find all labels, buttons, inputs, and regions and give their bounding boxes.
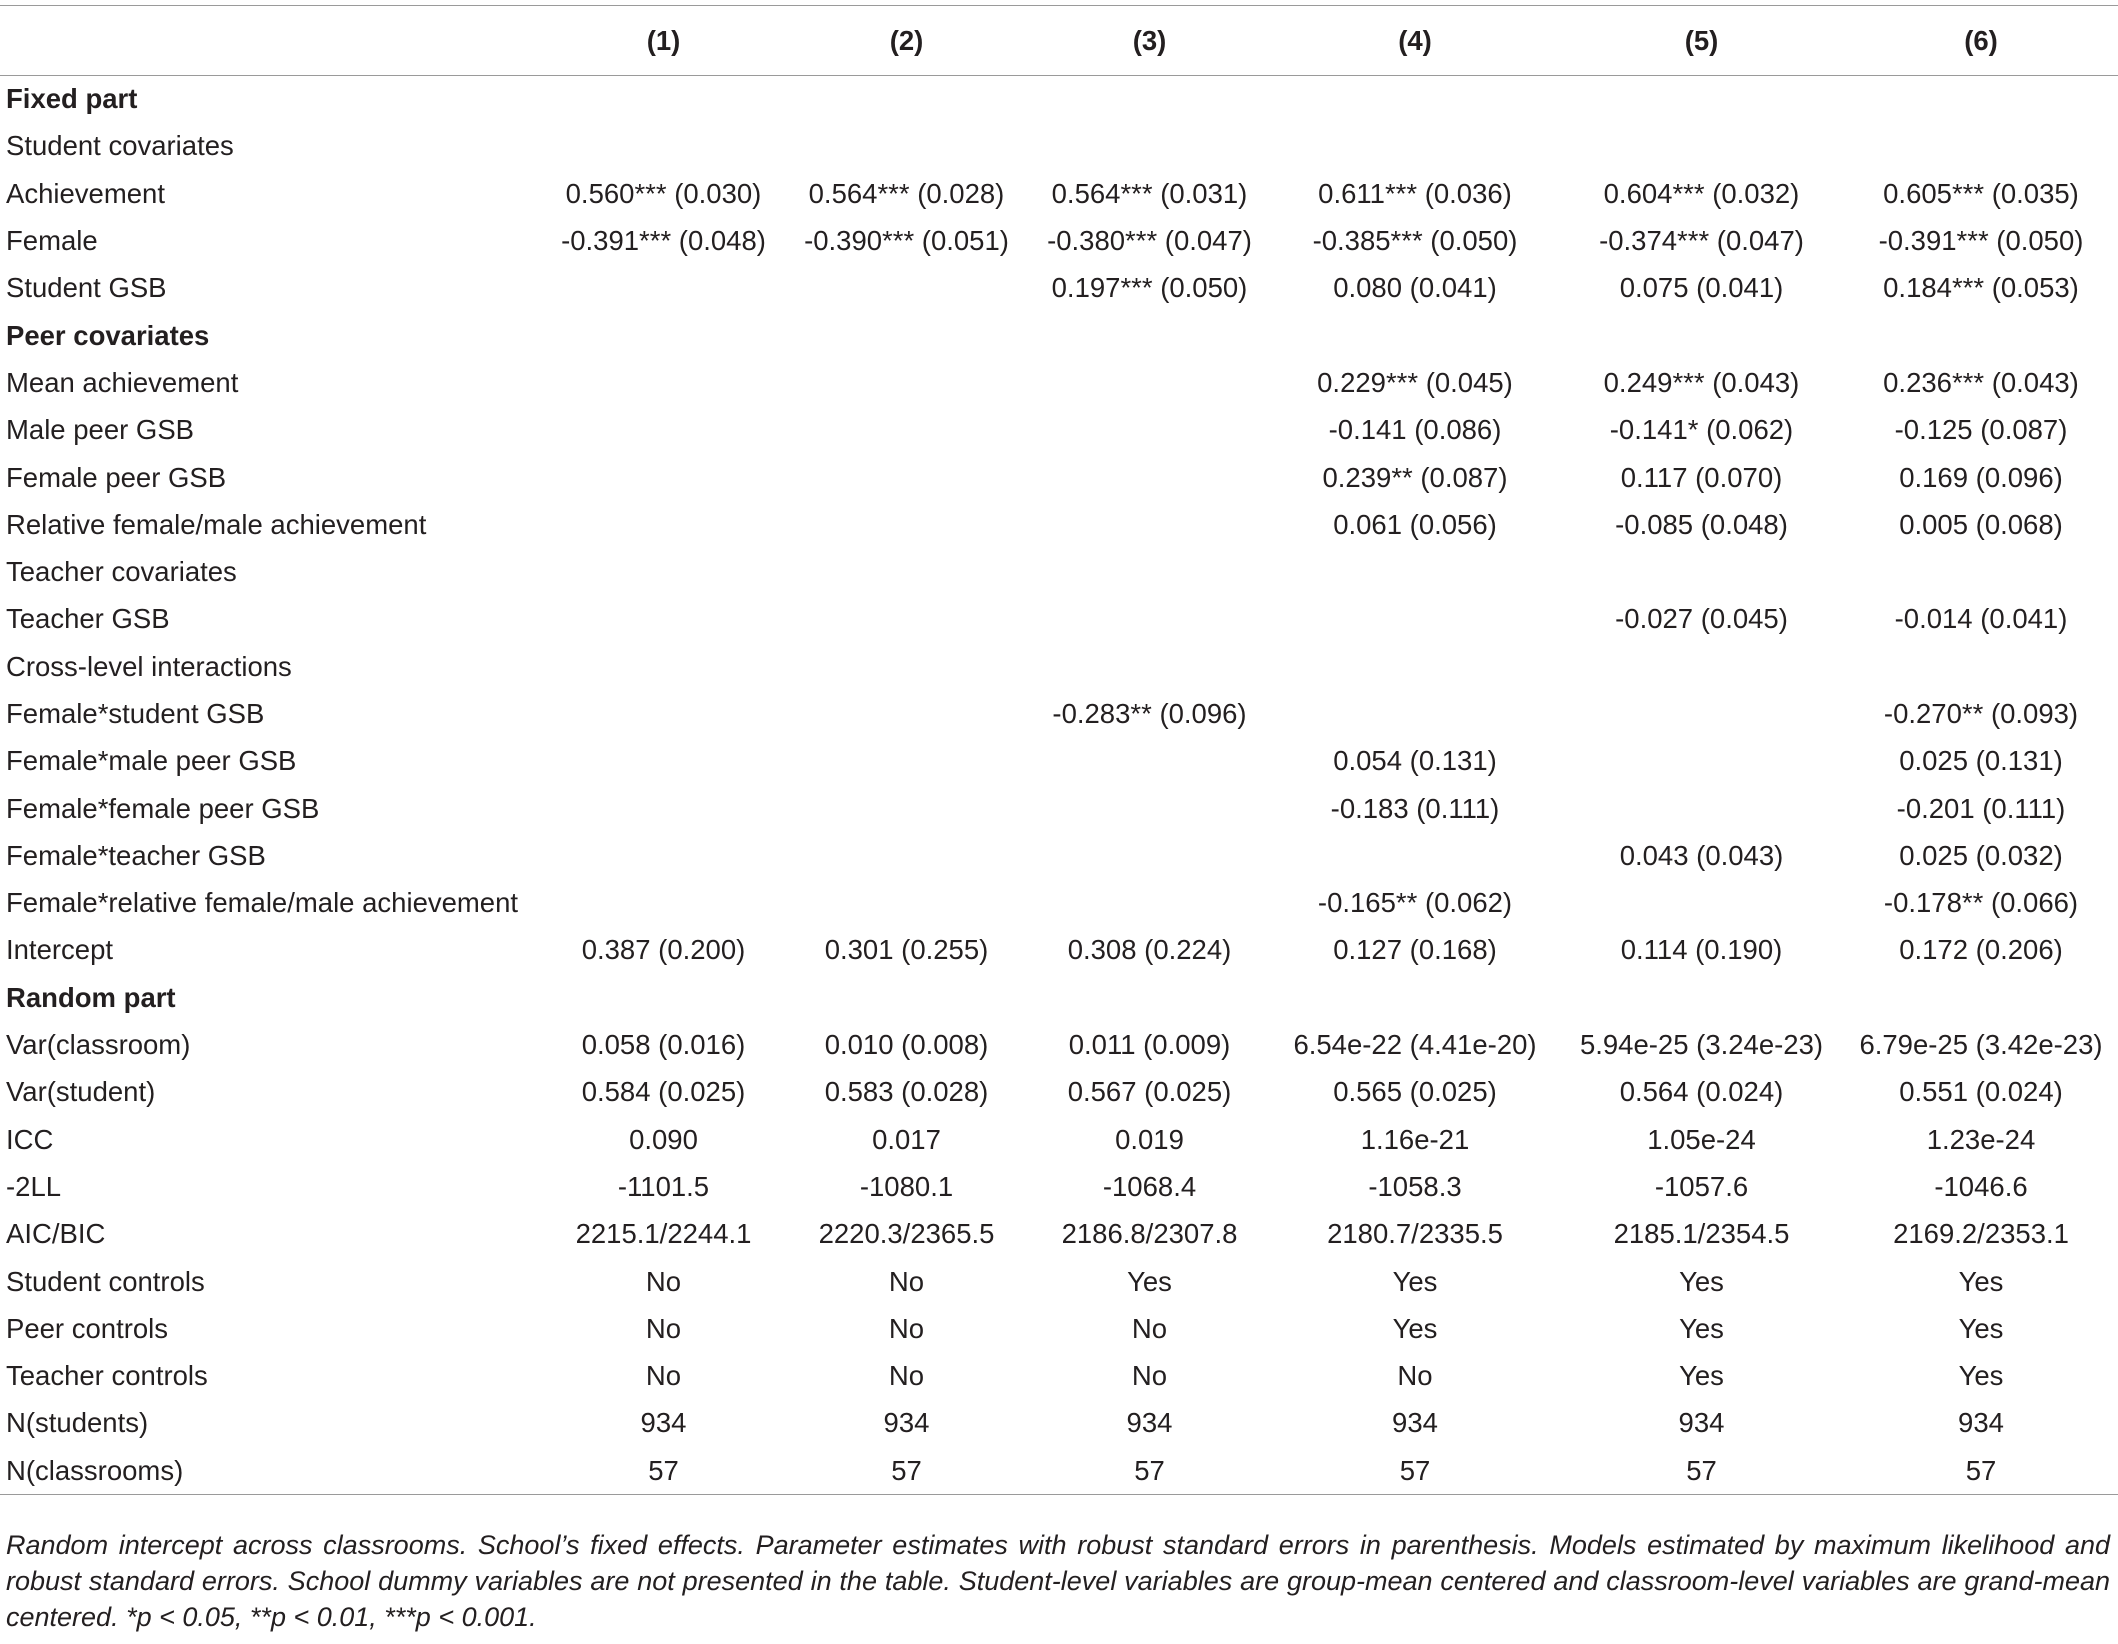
row-label: N(students) (6, 1407, 149, 1439)
cell-model-2 (785, 407, 1028, 454)
cell-model-1 (542, 832, 785, 879)
cell-model-2 (785, 548, 1028, 595)
cell-model-4: 0.611*** (0.036) (1318, 177, 1512, 209)
cell-model-1 (542, 123, 785, 170)
cell-model-6: Yes (1958, 1360, 2004, 1392)
cell-model-6 (1844, 643, 2118, 690)
cell-model-2: -1080.1 (859, 1170, 954, 1202)
cell-model-3 (1028, 76, 1271, 123)
row-label: Random part (6, 981, 176, 1013)
cell-model-6: 0.184*** (0.053) (1883, 272, 2079, 304)
cell-model-5: -0.374*** (0.047) (1599, 225, 1804, 257)
row-label: Peer controls (6, 1312, 169, 1344)
cell-model-2 (785, 690, 1028, 737)
cell-model-4 (1271, 643, 1559, 690)
cell-model-2: No (888, 1265, 925, 1297)
cell-model-1 (542, 596, 785, 643)
header-model-5: (5) (1684, 24, 1719, 56)
cell-model-2: -0.390*** (0.051) (804, 225, 1009, 257)
header-model-6: (6) (1964, 24, 1998, 56)
table-row (0, 1400, 2118, 1447)
row-label: Female*female peer GSB (6, 792, 320, 824)
row-label: Student GSB (6, 272, 167, 304)
table-row (0, 1258, 2118, 1305)
cell-model-5: 5.94e-25 (3.24e-23) (1579, 1029, 1824, 1061)
cell-model-2 (785, 123, 1028, 170)
row-label: -2LL (6, 1170, 62, 1202)
cell-model-2: 0.301 (0.255) (824, 934, 989, 966)
cell-model-4: 0.239** (0.087) (1322, 461, 1508, 493)
cell-model-5 (1559, 643, 1844, 690)
cell-model-6: -0.201 (0.111) (1896, 792, 2066, 824)
header-row (0, 6, 2118, 76)
table-row (0, 1211, 2118, 1258)
cell-model-1: No (645, 1360, 682, 1392)
cell-model-2 (785, 76, 1028, 123)
cell-model-6: 0.025 (0.131) (1899, 745, 2063, 777)
cell-model-4 (1271, 596, 1559, 643)
cell-model-4: 0.061 (0.056) (1333, 508, 1497, 540)
cell-model-5: -1057.6 (1654, 1170, 1749, 1202)
cell-model-5 (1559, 312, 1844, 359)
cell-model-4: 0.229*** (0.045) (1317, 366, 1513, 398)
cell-model-5: 0.249*** (0.043) (1603, 366, 1800, 398)
cell-model-6 (1844, 312, 2118, 359)
cell-model-6: -1046.6 (1934, 1170, 2028, 1202)
cell-model-1 (542, 738, 785, 785)
cell-model-1: 0.584 (0.025) (581, 1076, 746, 1108)
cell-model-4: 0.127 (0.168) (1333, 934, 1497, 966)
cell-model-5: Yes (1679, 1360, 1724, 1392)
table-row (0, 359, 2118, 406)
cell-model-1: 57 (648, 1454, 679, 1486)
row-label: Teacher covariates (6, 556, 237, 588)
table-row (0, 1021, 2118, 1068)
row-label: AIC/BIC (6, 1218, 106, 1250)
cell-model-3 (1028, 548, 1271, 595)
cell-model-6: -0.270** (0.093) (1883, 698, 2079, 729)
cell-model-3 (1028, 359, 1271, 406)
regression-table (0, 5, 2118, 1495)
row-label: Relative female/male achievement (6, 508, 427, 540)
cell-model-2: 0.564*** (0.028) (808, 177, 1005, 209)
cell-model-5: 934 (1678, 1407, 1725, 1439)
cell-model-3 (1028, 832, 1271, 879)
cell-model-5 (1559, 123, 1844, 170)
cell-model-6: 57 (1965, 1454, 1997, 1486)
cell-model-2: 0.583 (0.028) (824, 1076, 989, 1108)
cell-model-6: 0.169 (0.096) (1899, 461, 2063, 493)
cell-model-3 (1028, 785, 1271, 832)
cell-model-4 (1271, 974, 1559, 1021)
cell-model-4: 2180.7/2335.5 (1327, 1218, 1503, 1250)
table-row (0, 1069, 2118, 1116)
table-row (0, 738, 2118, 785)
cell-model-2 (785, 359, 1028, 406)
cell-model-2: 0.010 (0.008) (824, 1029, 989, 1061)
row-label: Female*male peer GSB (6, 745, 297, 777)
table-row (0, 880, 2118, 927)
cell-model-6: 0.605*** (0.035) (1883, 177, 2079, 209)
table-row (0, 927, 2118, 974)
cell-model-4: 0.080 (0.041) (1333, 272, 1497, 304)
cell-model-1 (542, 643, 785, 690)
cell-model-4 (1271, 123, 1559, 170)
cell-model-4 (1271, 832, 1559, 879)
cell-model-2: No (888, 1360, 925, 1392)
cell-model-6: 1.23e-24 (1926, 1123, 2036, 1155)
table-row (0, 454, 2118, 501)
cell-model-6 (1844, 548, 2118, 595)
cell-model-4: 1.16e-21 (1360, 1123, 1470, 1155)
cell-model-6 (1844, 974, 2118, 1021)
row-label: Student controls (6, 1265, 205, 1297)
row-label: Achievement (6, 177, 165, 209)
cell-model-3 (1028, 643, 1271, 690)
cell-model-4: No (1397, 1360, 1433, 1392)
cell-model-5: 2185.1/2354.5 (1613, 1218, 1790, 1250)
row-label: ICC (6, 1123, 54, 1155)
row-label: Female*student GSB (6, 698, 265, 729)
cell-model-5 (1559, 548, 1844, 595)
cell-model-3: 0.567 (0.025) (1067, 1076, 1232, 1108)
row-label: Var(student) (6, 1076, 156, 1108)
table-row (0, 217, 2118, 264)
cell-model-5: 0.604*** (0.032) (1603, 177, 1800, 209)
cell-model-1: 2215.1/2244.1 (575, 1218, 752, 1250)
cell-model-6: -0.178** (0.066) (1883, 887, 2079, 919)
table-footnote: Random intercept across classrooms. School’s fixed effects. Parameter estimates with robust standard errors in parenthesis. Models estimated by maximum likelihood and robust standard errors. School dummy variables are not presented in the table. Student-level variables are group-mean centered and classroom-level variables are grand-mean centered. *p < 0.05, **p < 0.01, ***p < 0.001. (6, 1530, 2110, 1632)
cell-model-2 (785, 785, 1028, 832)
row-label: Female*relative female/male achievement (6, 887, 519, 919)
cell-model-3: 0.019 (1115, 1123, 1184, 1155)
cell-model-5: 0.114 (0.190) (1620, 934, 1783, 966)
cell-model-3: -0.283** (0.096) (1052, 698, 1247, 729)
cell-model-6: Yes (1958, 1265, 2004, 1297)
cell-model-3 (1028, 738, 1271, 785)
table-row (0, 170, 2118, 217)
row-label: Peer covariates (6, 319, 210, 351)
table-row (0, 407, 2118, 454)
cell-model-1 (542, 312, 785, 359)
cell-model-5: 0.043 (0.043) (1619, 839, 1784, 871)
table-row (0, 265, 2118, 312)
table-row (0, 690, 2118, 737)
cell-model-4: 57 (1399, 1454, 1431, 1486)
row-label: Student covariates (6, 130, 234, 162)
cell-model-2: 934 (883, 1407, 930, 1439)
header-model-4: (4) (1398, 24, 1432, 56)
cell-model-3: -0.380*** (0.047) (1047, 225, 1252, 257)
cell-model-5: 0.075 (0.041) (1619, 272, 1784, 304)
cell-model-4: -0.385*** (0.050) (1312, 225, 1518, 257)
cell-model-6: Yes (1958, 1312, 2004, 1344)
cell-model-2 (785, 454, 1028, 501)
cell-model-5: Yes (1679, 1265, 1724, 1297)
cell-model-1: -0.391*** (0.048) (561, 225, 766, 257)
cell-model-4: -1058.3 (1368, 1170, 1462, 1202)
cell-model-2: 2220.3/2365.5 (818, 1218, 995, 1250)
cell-model-2 (785, 974, 1028, 1021)
cell-model-3 (1028, 974, 1271, 1021)
table-row (0, 1305, 2118, 1352)
cell-model-6: -0.014 (0.041) (1894, 603, 2068, 635)
cell-model-6: 2169.2/2353.1 (1893, 1218, 2069, 1250)
cell-model-4: -0.165** (0.062) (1317, 887, 1513, 919)
cell-model-5 (1559, 76, 1844, 123)
table-row (0, 596, 2118, 643)
header-model-2: (2) (889, 24, 924, 56)
table-row (0, 785, 2118, 832)
cell-model-2 (785, 265, 1028, 312)
cell-model-3: -1068.4 (1102, 1170, 1197, 1202)
cell-model-6 (1844, 76, 2118, 123)
cell-model-4: Yes (1392, 1312, 1438, 1344)
row-label: Var(classroom) (6, 1029, 191, 1061)
row-label: Fixed part (6, 83, 138, 115)
cell-model-2 (785, 832, 1028, 879)
cell-model-5: 1.05e-24 (1647, 1123, 1756, 1155)
header-label-cell (0, 6, 542, 76)
cell-model-5: 0.117 (0.070) (1620, 461, 1783, 493)
cell-model-1 (542, 265, 785, 312)
cell-model-6: 6.79e-25 (3.42e-23) (1859, 1029, 2103, 1061)
cell-model-3: 934 (1126, 1407, 1173, 1439)
row-label: Cross-level interactions (6, 650, 292, 682)
cell-model-1 (542, 76, 785, 123)
cell-model-3 (1028, 880, 1271, 927)
row-label: Female peer GSB (6, 461, 227, 493)
table-section-row (0, 76, 2118, 123)
table-row (0, 1353, 2118, 1400)
cell-model-2 (785, 643, 1028, 690)
cell-model-5: -0.141* (0.062) (1609, 414, 1794, 446)
cell-model-4: -0.183 (0.111) (1330, 792, 1500, 824)
cell-model-3: No (1131, 1360, 1168, 1392)
cell-model-5 (1559, 690, 1844, 737)
row-label: Intercept (6, 934, 114, 966)
cell-model-4 (1271, 76, 1559, 123)
cell-model-5: 57 (1686, 1454, 1717, 1486)
cell-model-2 (785, 501, 1028, 548)
header-model-1: (1) (646, 24, 681, 56)
cell-model-3 (1028, 596, 1271, 643)
cell-model-3 (1028, 407, 1271, 454)
cell-model-1 (542, 974, 785, 1021)
cell-model-5 (1559, 974, 1844, 1021)
row-label: Female (6, 225, 98, 257)
cell-model-6: 0.025 (0.032) (1899, 839, 2063, 871)
cell-model-1 (542, 501, 785, 548)
row-label: Female*teacher GSB (6, 839, 266, 871)
header-model-3: (3) (1132, 24, 1167, 56)
cell-model-1 (542, 359, 785, 406)
table-header (0, 6, 2118, 76)
table-row (0, 1116, 2118, 1163)
table-body (0, 76, 2118, 1495)
table-row (0, 1163, 2118, 1210)
cell-model-6: 0.551 (0.024) (1899, 1076, 2063, 1108)
cell-model-3 (1028, 454, 1271, 501)
cell-model-2: No (888, 1312, 925, 1344)
cell-model-5 (1559, 880, 1844, 927)
row-label: Teacher controls (6, 1360, 208, 1392)
cell-model-4 (1271, 312, 1559, 359)
cell-model-6: 0.172 (0.206) (1899, 934, 2063, 966)
cell-model-5: -0.085 (0.048) (1615, 508, 1788, 540)
cell-model-2: 0.017 (872, 1123, 941, 1155)
row-label: Mean achievement (6, 366, 239, 398)
cell-model-4: 0.054 (0.131) (1333, 745, 1497, 777)
cell-model-4: 6.54e-22 (4.41e-20) (1293, 1029, 1537, 1061)
table-row (0, 1447, 2118, 1494)
cell-model-1 (542, 548, 785, 595)
table-section-row (0, 974, 2118, 1021)
cell-model-2: 57 (891, 1454, 922, 1486)
cell-model-2 (785, 312, 1028, 359)
cell-model-3: Yes (1127, 1265, 1172, 1297)
cell-model-3: 57 (1134, 1454, 1165, 1486)
cell-model-1: No (645, 1265, 682, 1297)
cell-model-1 (542, 880, 785, 927)
table-row (0, 501, 2118, 548)
cell-model-3: 2186.8/2307.8 (1061, 1218, 1238, 1250)
cell-model-1 (542, 454, 785, 501)
cell-model-3: 0.011 (0.009) (1068, 1029, 1231, 1061)
cell-model-3 (1028, 123, 1271, 170)
row-label: Male peer GSB (6, 414, 195, 446)
cell-model-4: Yes (1392, 1265, 1438, 1297)
cell-model-3: 0.308 (0.224) (1067, 934, 1232, 966)
cell-model-2 (785, 596, 1028, 643)
cell-model-1: 0.058 (0.016) (581, 1029, 746, 1061)
cell-model-1 (542, 407, 785, 454)
cell-model-1: -1101.5 (617, 1170, 710, 1202)
regression-table-container (0, 5, 2118, 1495)
cell-model-1: 934 (640, 1407, 687, 1439)
cell-model-1: 0.560*** (0.030) (565, 177, 762, 209)
cell-model-1 (542, 785, 785, 832)
cell-model-2 (785, 738, 1028, 785)
cell-model-5 (1559, 738, 1844, 785)
cell-model-6: -0.391*** (0.050) (1878, 225, 2084, 257)
cell-model-3: 0.564*** (0.031) (1051, 177, 1248, 209)
cell-model-5 (1559, 785, 1844, 832)
cell-model-1: 0.090 (629, 1123, 698, 1155)
table-section-row (0, 312, 2118, 359)
cell-model-4 (1271, 690, 1559, 737)
cell-model-3 (1028, 501, 1271, 548)
cell-model-5: -0.027 (0.045) (1615, 603, 1788, 635)
cell-model-1: No (645, 1312, 682, 1344)
table-row (0, 643, 2118, 690)
cell-model-5: Yes (1679, 1312, 1724, 1344)
cell-model-1: 0.387 (0.200) (581, 934, 746, 966)
row-label: N(classrooms) (6, 1454, 184, 1486)
cell-model-1 (542, 690, 785, 737)
cell-model-4 (1271, 548, 1559, 595)
cell-model-3 (1028, 312, 1271, 359)
cell-model-2 (785, 880, 1028, 927)
table-row (0, 548, 2118, 595)
cell-model-4: -0.141 (0.086) (1328, 414, 1502, 446)
cell-model-6: 934 (1958, 1407, 2004, 1439)
cell-model-6 (1844, 123, 2118, 170)
cell-model-5: 0.564 (0.024) (1619, 1076, 1784, 1108)
table-row (0, 123, 2118, 170)
table-row (0, 832, 2118, 879)
cell-model-6: -0.125 (0.087) (1894, 414, 2068, 446)
cell-model-4: 934 (1392, 1407, 1438, 1439)
cell-model-4: 0.565 (0.025) (1333, 1076, 1497, 1108)
cell-model-3: 0.197*** (0.050) (1051, 272, 1248, 304)
cell-model-3: No (1131, 1312, 1168, 1344)
cell-model-6: 0.005 (0.068) (1899, 508, 2063, 540)
row-label: Teacher GSB (6, 603, 170, 635)
cell-model-6: 0.236*** (0.043) (1883, 366, 2079, 398)
